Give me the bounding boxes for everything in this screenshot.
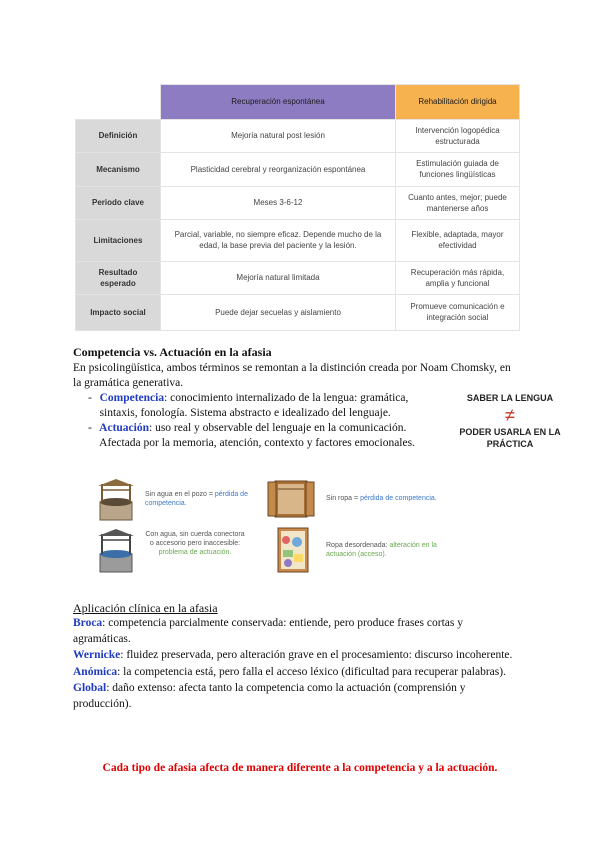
intro-paragraph: En psicolingüística, ambos términos se remontan a la distinción creada por Noam Chomsky, en la gramática generativa.	[73, 362, 511, 389]
cell-spontaneous: Puede dejar secuelas y aislamiento	[161, 294, 396, 330]
sidebox-comparison	[455, 392, 565, 450]
well-dry-icon	[94, 478, 138, 522]
definition-list	[88, 391, 448, 451]
closet-messy-icon	[270, 526, 316, 574]
caption-text: Ropa desordenada:	[326, 542, 390, 549]
conclusion-text: Cada tipo de afasia afecta de manera diferente a la competencia y a la actuación.	[102, 762, 498, 774]
list-item	[73, 648, 513, 664]
caption-closet-empty	[326, 494, 456, 503]
term-actuacion: Actuación	[99, 422, 149, 434]
table-row	[76, 294, 520, 330]
cell-spontaneous: Mejoría natural limitada	[161, 261, 396, 294]
caption-text: Sin agua en el pozo =	[145, 491, 215, 498]
caption-closet-messy	[326, 541, 451, 559]
application-list	[73, 616, 513, 713]
header-directed: Rehabilitación dirigida	[395, 85, 519, 120]
cell-directed: Promueve comunicación e integración social	[395, 294, 519, 330]
row-label: Periodo clave	[76, 186, 161, 219]
closet-empty-icon	[267, 479, 315, 519]
cell-spontaneous: Plasticidad cerebral y reorganización espontánea	[161, 152, 396, 186]
table-row	[76, 261, 520, 294]
term-definition: : competencia parcialmente conservada: entiende, pero produce frases cortas y agramáticas.	[73, 617, 463, 645]
cell-directed: Flexible, adaptada, mayor efectividad	[395, 219, 519, 261]
comparison-table	[75, 84, 520, 331]
section-title: Competencia vs. Actuación en la afasia	[73, 345, 272, 359]
caption-well-dry	[145, 490, 260, 508]
term-broca: Broca	[73, 617, 103, 629]
row-label: Resultado esperado	[76, 261, 161, 294]
term-competencia: Competencia	[99, 392, 165, 404]
bullet-dash: -	[88, 422, 92, 434]
sidebox-bottom: PODER USARLA EN LA PRÁCTICA	[459, 427, 561, 449]
row-label: Definición	[76, 119, 161, 152]
caption-highlight: pérdida de competencia.	[145, 491, 248, 507]
list-item	[73, 681, 513, 712]
list-item	[73, 616, 513, 647]
not-equal-icon: ≠	[505, 405, 515, 425]
term-wernicke: Wernicke	[73, 649, 121, 661]
cell-directed: Cuanto antes, mejor; puede mantenerse años	[395, 186, 519, 219]
cell-spontaneous: Mejoría natural post lesión	[161, 119, 396, 152]
cell-directed: Intervención logopédica estructurada	[395, 119, 519, 152]
row-label: Impacto social	[76, 294, 161, 330]
table-row	[76, 219, 520, 261]
cell-spontaneous: Parcial, variable, no siempre eficaz. Depende mucho de la edad, la base previa del paciente y la lesión.	[161, 219, 396, 261]
caption-highlight: problema de actuación.	[158, 549, 232, 556]
table-row	[76, 152, 520, 186]
bullet-dash: -	[88, 392, 92, 404]
row-label: Limitaciones	[76, 219, 161, 261]
list-item	[73, 665, 513, 681]
cell-directed: Recuperación más rápida, amplia y funcional	[395, 261, 519, 294]
caption-well-broken	[145, 530, 245, 557]
well-broken-icon	[94, 528, 138, 574]
term-global: Global	[73, 682, 107, 694]
row-label: Mecanismo	[76, 152, 161, 186]
list-item	[88, 391, 448, 421]
term-definition: : fluidez preservada, pero alteración grave en el procesamiento: discurso incoherente.	[120, 649, 513, 661]
table-corner	[76, 85, 161, 120]
term-anomica: Anómica	[73, 665, 118, 678]
caption-highlight: alteración en la actuación (acceso).	[326, 542, 437, 558]
table-row	[76, 119, 520, 152]
caption-text: Con agua, sin cuerda conectora o accesorio pero inaccesible:	[145, 531, 245, 547]
term-definition: : la competencia está, pero falla el acceso léxico (dificultad para recuperar palabras).	[117, 665, 506, 678]
term-definition: : daño extenso: afecta tanto la competencia como la actuación (comprensión y producción).	[73, 682, 466, 710]
term-definition: : conocimiento internalizado de la lengua: gramática, sintaxis, fonología. Sistema abstracto e idealizado del lenguaje.	[99, 392, 409, 419]
caption-highlight: pérdida de competencia.	[360, 495, 437, 502]
cell-directed: Estimulación guiada de funciones lingüísticas	[395, 152, 519, 186]
list-item	[88, 421, 448, 451]
cell-spontaneous: Meses 3-6-12	[161, 186, 396, 219]
sidebox-top: SABER LA LENGUA	[466, 393, 554, 403]
table-row	[76, 186, 520, 219]
term-definition: : uso real y observable del lenguaje en la comunicación. Afectada por la memoria, atención, contexto y factores emocionales.	[99, 422, 415, 449]
application-title: Aplicación clínica en la afasia	[73, 601, 218, 615]
header-spontaneous: Recuperación espontánea	[161, 85, 396, 120]
caption-text: Sin ropa =	[326, 495, 361, 502]
